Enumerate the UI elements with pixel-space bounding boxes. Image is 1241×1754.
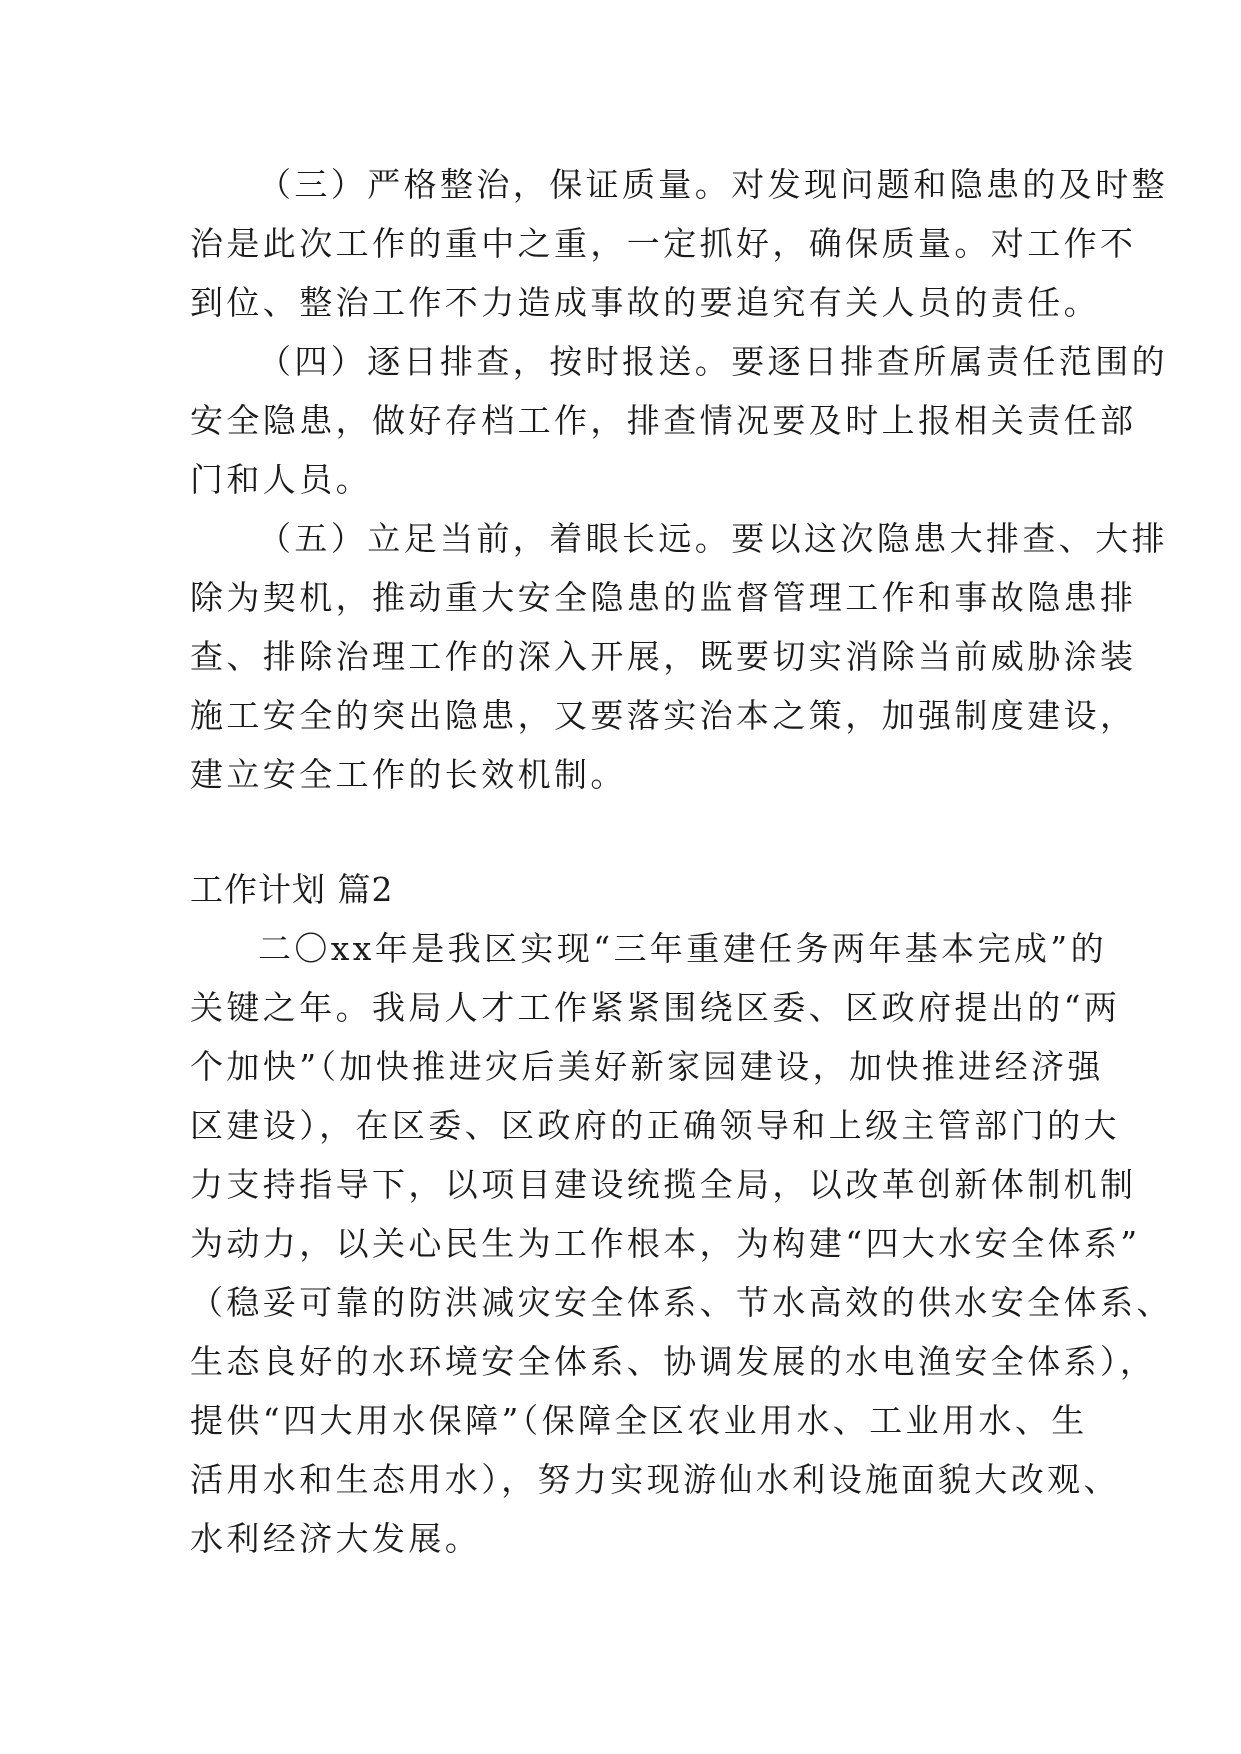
intro-paragraph-line-3: 个加快”（加快推进灾后美好新家园建设，加快推进经济强 xyxy=(190,1047,1104,1086)
paragraph-4-line-2: 安全隐患，做好存档工作，排查情况要及时上报相关责任部 xyxy=(190,401,1137,440)
paragraph-5-line-3: 查、排除治理工作的深入开展，既要切实消除当前威胁涂装 xyxy=(190,637,1137,676)
intro-paragraph-line-1: 二〇xx年是我区实现“三年重建任务两年基本完成”的 xyxy=(258,929,1107,968)
intro-paragraph-line-10: 活用水和生态用水），努力实现游仙水利设施面貌大改观、 xyxy=(190,1460,1120,1499)
paragraph-5-line-2: 除为契机，推动重大安全隐患的监督管理工作和事故隐患排 xyxy=(190,578,1137,617)
intro-paragraph-line-2: 关键之年。我局人才工作紧紧围绕区委、区政府提出的“两 xyxy=(190,988,1121,1027)
section-heading: 工作计划 篇2 xyxy=(190,870,394,909)
paragraph-4-line-1: （四）逐日排查，按时报送。要逐日排查所属责任范围的 xyxy=(258,342,1168,381)
paragraph-3-line-1: （三）严格整治，保证质量。对发现问题和隐患的及时整 xyxy=(258,165,1168,204)
paragraph-5-line-4: 施工安全的突出隐患，又要落实治本之策，加强制度建设， xyxy=(190,696,1137,735)
intro-paragraph-line-9: 提供“四大用水保障”（保障全区农业用水、工业用水、生 xyxy=(190,1401,1088,1440)
intro-paragraph-line-4: 区建设），在区委、区政府的正确领导和上级主管部门的大 xyxy=(190,1106,1120,1145)
intro-paragraph-line-7: （稳妥可靠的防洪减灾安全体系、节水高效的供水安全体系、 xyxy=(190,1283,1173,1322)
paragraph-5-line-1: （五）立足当前，着眼长远。要以这次隐患大排查、大排 xyxy=(258,519,1168,558)
intro-paragraph-line-5: 力支持指导下，以项目建设统揽全局，以改革创新体制机制 xyxy=(190,1165,1137,1204)
paragraph-5-line-5: 建立安全工作的长效机制。 xyxy=(190,755,627,794)
intro-paragraph-line-11: 水利经济大发展。 xyxy=(190,1519,482,1558)
intro-paragraph-line-6: 为动力，以关心民生为工作根本，为构建“四大水安全体系” xyxy=(190,1224,1141,1263)
paragraph-4-line-3: 门和人员。 xyxy=(190,460,372,499)
intro-paragraph-line-8: 生态良好的水环境安全体系、协调发展的水电渔安全体系）， xyxy=(190,1342,1157,1381)
paragraph-3-line-2: 治是此次工作的重中之重，一定抓好，确保质量。对工作不 xyxy=(190,224,1137,263)
paragraph-3-line-3: 到位、整治工作不力造成事故的要追究有关人员的责任。 xyxy=(190,283,1100,322)
